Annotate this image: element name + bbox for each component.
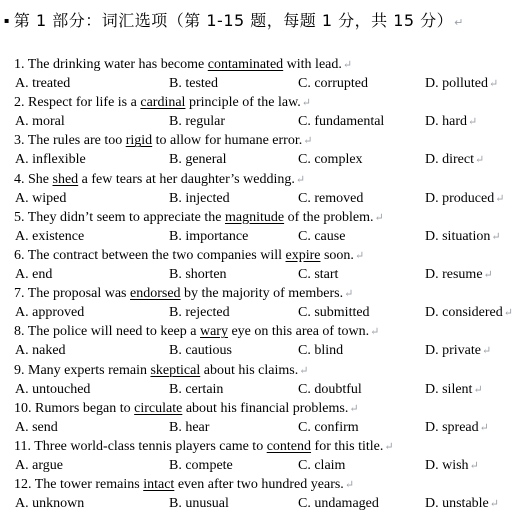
option-text: C. complex (298, 152, 363, 168)
target-word: expire (285, 248, 321, 263)
paragraph-mark-icon: ↵ (454, 16, 464, 29)
paragraph-mark-icon: ↵ (303, 135, 313, 148)
question-text (14, 401, 359, 417)
question-text (14, 477, 354, 493)
option-text: C. submitted (298, 305, 370, 321)
paragraph-mark-icon: ↵ (299, 364, 309, 377)
question-text (14, 324, 379, 340)
option-b (169, 496, 229, 512)
question-stem-end: eye on this area of town. (227, 324, 370, 340)
option-text: A. send (15, 419, 58, 435)
option-text: A. inflexible (15, 152, 86, 168)
option-text: B. injected (169, 190, 230, 206)
section-heading-text: 第 1 部分：词汇选项（第 1-15 题，每题 1 分，共 15 分） (13, 11, 454, 30)
option-c (298, 343, 343, 359)
paragraph-mark-icon: ↵ (342, 59, 353, 71)
paragraph-mark-icon: ↵ (349, 402, 359, 415)
paragraph-mark-icon: ↵ (469, 460, 479, 472)
option-d (425, 496, 499, 512)
paragraph-mark-icon: ↵ (468, 116, 478, 129)
option-d (425, 420, 489, 436)
option-text: C. start (298, 267, 339, 282)
paragraph-mark-icon: ↵ (489, 78, 499, 90)
question-stem-end: principle of the law. (185, 95, 301, 111)
option-text: D. polluted (425, 76, 488, 91)
option-c (298, 305, 370, 321)
option-text: B. shorten (169, 267, 227, 282)
paragraph-mark-icon: ↵ (344, 479, 355, 492)
question-stem-end: even after two hundred years. (174, 477, 344, 493)
option-a (15, 191, 66, 207)
option-text: B. tested (169, 76, 218, 91)
paragraph-mark-icon: ↵ (374, 211, 384, 224)
option-a (15, 496, 84, 512)
question-text (14, 133, 312, 149)
option-a (15, 305, 84, 321)
option-text: C. corrupted (298, 76, 368, 91)
option-text: A. unknown (15, 496, 85, 512)
question-stem-end: a few tears at her daughter’s wedding. (78, 171, 295, 187)
target-word: rigid (125, 133, 153, 149)
option-b (169, 458, 233, 474)
option-d (425, 267, 493, 283)
option-a (15, 458, 63, 474)
option-d (425, 458, 479, 474)
option-c (298, 458, 345, 474)
question-stem: 1. The drinking water has become (14, 57, 208, 72)
question-stem-end: of the problem. (284, 209, 374, 225)
option-text: C. removed (298, 190, 364, 206)
option-b (169, 114, 225, 130)
option-c (298, 382, 362, 398)
option-text: A. argue (15, 458, 63, 473)
option-text: B. certain (169, 381, 224, 397)
target-word: shed (52, 171, 79, 187)
bullet-icon: ▪ (4, 16, 10, 25)
option-text: D. resume (425, 267, 483, 282)
option-text: A. naked (15, 343, 66, 359)
question-text (14, 363, 308, 379)
option-b (169, 305, 230, 321)
paragraph-mark-icon: ↵ (384, 441, 394, 453)
option-text: D. spread (425, 419, 479, 435)
option-a (15, 267, 52, 283)
option-d (425, 152, 484, 168)
paragraph-mark-icon: ↵ (474, 154, 485, 167)
option-b (169, 152, 227, 168)
target-word: intact (143, 477, 175, 493)
option-text: B. general (169, 152, 227, 168)
target-word: wary (199, 324, 228, 340)
option-text: C. undamaged (298, 496, 379, 512)
question-stem: 10. Rumors began to (14, 400, 135, 416)
question-text (14, 439, 394, 455)
option-a (15, 229, 84, 245)
option-c (298, 229, 345, 245)
question-text (14, 57, 352, 73)
question-stem: 7. The proposal was (14, 286, 130, 302)
question-text (14, 95, 311, 111)
question-stem: 12. The tower remains (14, 477, 144, 493)
target-word: skeptical (150, 362, 201, 378)
option-text: A. approved (15, 305, 85, 321)
question-stem-end: with lead. (283, 57, 342, 72)
paragraph-mark-icon: ↵ (344, 288, 354, 301)
option-text: B. rejected (169, 305, 230, 321)
option-text: D. silent (425, 381, 473, 397)
target-word: contaminated (207, 57, 284, 72)
question-stem-end: by the majority of members. (180, 286, 344, 302)
option-text: C. claim (298, 458, 346, 473)
question-text (14, 172, 305, 188)
option-text: A. untouched (15, 381, 91, 397)
section-heading (4, 8, 464, 31)
option-text: B. unusual (169, 496, 229, 512)
question-stem: 4. She (14, 171, 53, 187)
option-a (15, 382, 90, 398)
option-b (169, 229, 248, 245)
paragraph-mark-icon: ↵ (483, 269, 493, 281)
target-word: cardinal (140, 95, 186, 111)
question-stem: 3. The rules are too (14, 133, 126, 149)
option-text: D. situation (425, 228, 491, 244)
option-c (298, 267, 338, 283)
option-a (15, 420, 58, 436)
option-c (298, 191, 363, 207)
option-text: C. fundamental (298, 114, 385, 130)
option-d (425, 229, 501, 245)
option-b (169, 76, 218, 92)
option-d (425, 114, 477, 130)
question-stem-end: about his claims. (200, 362, 299, 378)
paragraph-mark-icon: ↵ (495, 192, 505, 205)
option-a (15, 343, 66, 359)
option-c (298, 496, 379, 512)
option-text: B. hear (169, 419, 210, 435)
question-stem-end: for this title. (311, 439, 384, 454)
target-word: circulate (134, 400, 183, 416)
question-stem-end: soon. (320, 248, 354, 263)
question-text (14, 286, 353, 302)
option-c (298, 76, 368, 92)
option-text: D. private (425, 343, 481, 359)
option-text: A. moral (15, 114, 65, 130)
option-text: A. treated (15, 76, 71, 91)
paragraph-mark-icon: ↵ (491, 230, 501, 243)
target-word: magnitude (224, 209, 285, 225)
paragraph-mark-icon: ↵ (489, 498, 499, 511)
paragraph-mark-icon: ↵ (354, 250, 365, 262)
question-stem-end: about his financial problems. (182, 400, 349, 416)
question-text (14, 248, 364, 264)
option-text: D. considered (425, 305, 503, 321)
option-b (169, 191, 230, 207)
question-stem: 8. The police will need to keep a (14, 324, 200, 340)
option-d (425, 382, 483, 398)
option-text: C. cause (298, 228, 346, 244)
question-stem: 5. They didn’t seem to appreciate the (14, 209, 225, 225)
paragraph-mark-icon: ↵ (503, 307, 513, 320)
option-text: A. existence (15, 228, 85, 244)
question-stem: 2. Respect for life is a (14, 95, 141, 111)
question-stem: 9. Many experts remain (14, 362, 151, 378)
option-d (425, 343, 491, 359)
question-stem: 6. The contract between the two companies will (14, 248, 286, 263)
option-d (425, 191, 504, 207)
option-c (298, 420, 359, 436)
option-text: D. unstable (425, 496, 489, 512)
question-text (14, 210, 384, 226)
option-text: B. cautious (169, 343, 232, 359)
option-text: D. hard (425, 114, 467, 130)
option-text: D. produced (425, 190, 495, 206)
option-b (169, 382, 223, 398)
option-text: A. wiped (15, 190, 67, 206)
option-c (298, 114, 384, 130)
target-word: contend (266, 439, 312, 454)
option-b (169, 420, 209, 436)
option-text: C. doubtful (298, 381, 362, 397)
option-b (169, 267, 227, 283)
paragraph-mark-icon: ↵ (370, 326, 380, 339)
option-d (425, 76, 498, 92)
option-a (15, 152, 86, 168)
option-text: D. direct (425, 152, 474, 168)
option-text: B. importance (169, 228, 249, 244)
question-stem-end: to allow for humane error. (152, 133, 303, 149)
paragraph-mark-icon: ↵ (481, 345, 492, 358)
option-text: A. end (15, 267, 53, 282)
option-d (425, 305, 513, 321)
target-word: endorsed (130, 286, 181, 302)
question-stem: 11. Three world-class tennis players came to (14, 439, 267, 454)
option-b (169, 343, 232, 359)
paragraph-mark-icon: ↵ (295, 173, 306, 186)
paragraph-mark-icon: ↵ (473, 383, 483, 396)
option-a (15, 76, 70, 92)
option-text: B. regular (169, 114, 225, 130)
option-a (15, 114, 65, 130)
paragraph-mark-icon: ↵ (479, 421, 489, 434)
paragraph-mark-icon: ↵ (301, 97, 312, 110)
option-text: B. compete (169, 458, 233, 473)
option-text: C. blind (298, 343, 344, 359)
option-text: D. wish (425, 458, 469, 473)
option-text: C. confirm (298, 419, 359, 435)
option-c (298, 152, 363, 168)
